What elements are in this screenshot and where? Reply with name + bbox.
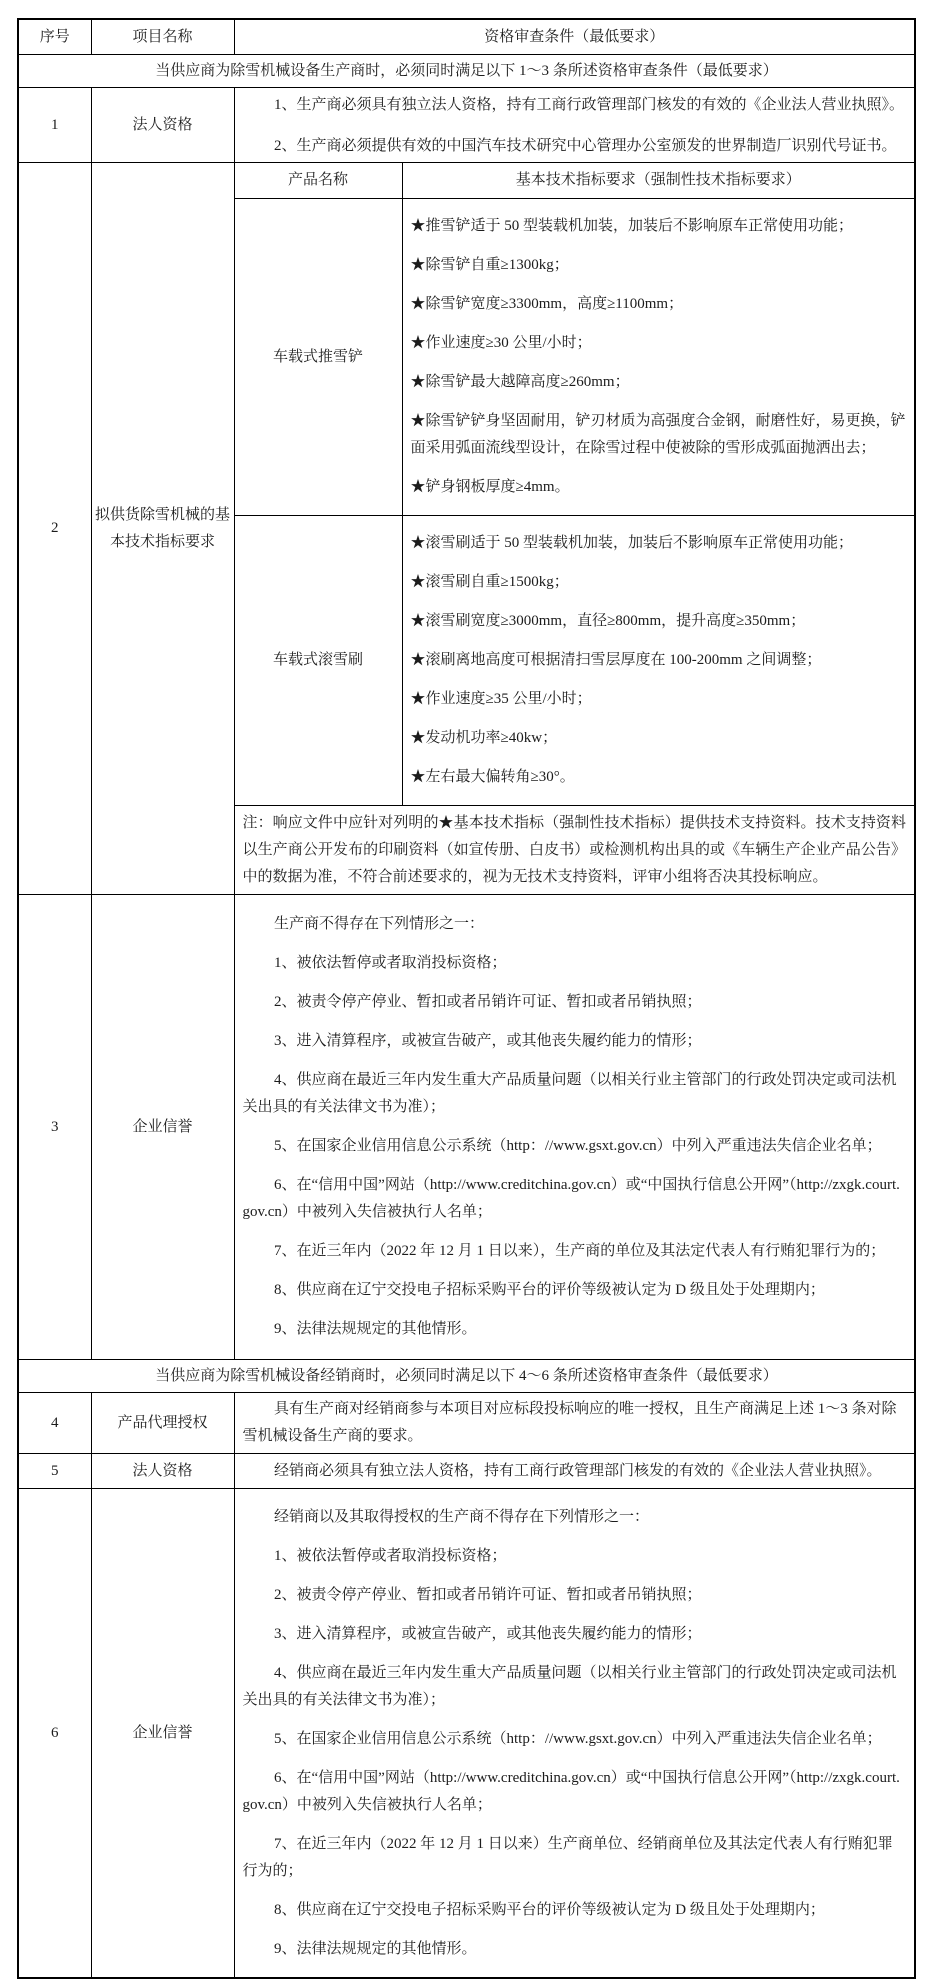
table-row <box>18 163 915 199</box>
row5-criteria-cell <box>234 1454 915 1489</box>
row2-serial: 2 <box>18 163 91 895</box>
row2-name: 拟供货除雪机械的基本技术指标要求 <box>91 163 234 895</box>
row6-serial: 6 <box>18 1489 91 1979</box>
list-item: 5、在国家企业信用信息公示系统（http：//www.gsxt.gov.cn）中列入严重违法失信企业名单； <box>274 1138 882 1154</box>
list-item: 8、供应商在辽宁交投电子招标采购平台的评价等级被认定为 D 级且处于处理期内； <box>274 1282 825 1298</box>
list-item: 8、供应商在辽宁交投电子招标采购平台的评价等级被认定为 D 级且处于处理期内； <box>274 1901 825 1918</box>
table-row <box>18 1454 915 1489</box>
spec-item: ★作业速度≥35 公里/小时； <box>410 691 592 707</box>
list-intro: 经销商以及其取得授权的生产商不得存在下列情形之一： <box>274 1508 650 1525</box>
row4-name: 产品代理授权 <box>91 1393 234 1454</box>
row4-serial: 4 <box>18 1393 91 1454</box>
table-header-row <box>18 19 915 55</box>
statement: 经销商必须具有独立法人资格，持有工商行政管理部门核发的有效的《企业法人营业执照》。 <box>274 1462 882 1479</box>
row6-criteria-cell <box>234 1489 915 1979</box>
list-item: 7、在近三年内（2022 年 12 月 1 日以来）生产商单位、经销商单位及其法定代表人有行贿犯罪行为的； <box>242 1835 893 1879</box>
spec-item: ★作业速度≥30 公里/小时； <box>410 335 592 351</box>
product-plow-name: 车载式推雪铲 <box>234 199 402 516</box>
dealer-banner-row <box>18 1360 915 1393</box>
list-item: 1、被依法暂停或者取消投标资格； <box>274 955 507 971</box>
header-serial: 序号 <box>18 19 91 55</box>
spec-item: ★铲身钢板厚度≥4mm。 <box>410 479 570 495</box>
list-item: 9、法律法规规定的其他情形。 <box>274 1940 477 1957</box>
spec-item: ★滚雪刷自重≥1500kg； <box>410 574 569 590</box>
list-item: 4、供应商在最近三年内发生重大产品质量问题（以相关行业主管部门的行政处罚决定或司法机关出具的有关法律文书为准）； <box>242 1072 897 1115</box>
legal-item: 2、生产商必须提供有效的中国汽车技术研究中心管理办公室颁发的世界制造厂识别代号证书。 <box>274 138 897 154</box>
list-item: 7、在近三年内（2022 年 12 月 1 日以来），生产商的单位及其法定代表人有行贿犯罪行为的； <box>274 1243 886 1259</box>
spec-item: ★发动机功率≥40kw； <box>410 730 558 746</box>
spec-item: ★推雪铲适于 50 型装载机加装，加装后不影响原车正常使用功能； <box>410 218 854 234</box>
row1-name: 法人资格 <box>91 88 234 163</box>
product-brush-name: 车载式滚雪刷 <box>234 516 402 806</box>
product-name-header: 产品名称 <box>234 163 402 199</box>
row3-criteria-cell <box>234 895 915 1360</box>
spec-item: ★除雪铲自重≥1300kg； <box>410 257 569 273</box>
row4-criteria-cell <box>234 1393 915 1454</box>
spec-item: ★滚刷离地高度可根据清扫雪层厚度在 100-200mm 之间调整； <box>410 652 822 668</box>
row5-name: 法人资格 <box>91 1454 234 1489</box>
list-intro: 生产商不得存在下列情形之一： <box>274 916 485 932</box>
list-item: 3、进入清算程序，或被宣告破产，或其他丧失履约能力的情形； <box>274 1033 702 1049</box>
spec-item: ★除雪铲宽度≥3300mm，高度≥1100mm； <box>410 296 684 312</box>
row3-name: 企业信誉 <box>91 895 234 1360</box>
table-row <box>18 895 915 1360</box>
spec-item: ★滚雪刷宽度≥3000mm，直径≥800mm，提升高度≥350mm； <box>410 613 806 629</box>
list-item: 4、供应商在最近三年内发生重大产品质量问题（以相关行业主管部门的行政处罚决定或司法机关出具的有关法律文书为准）； <box>242 1664 897 1708</box>
statement: 具有生产商对经销商参与本项目对应标段投标响应的唯一授权，且生产商满足上述 1～3 条对除雪机械设备生产商的要求。 <box>242 1401 897 1444</box>
list-item: 6、在“信用中国”网站（http://www.creditchina.gov.cn）或“中国执行信息公开网”（http://zxgk.court.gov.cn）中被列入失信被执行人名单； <box>242 1177 900 1220</box>
table-row <box>18 1489 915 1979</box>
technical-note: 注：响应文件中应针对列明的★基本技术指标（强制性技术指标）提供技术支持资料。技术支持资料以生产商公开发布的印刷资料（如宣传册、白皮书）或检测机构出具的或《车辆生产企业产品公告》中的数据为准，不符合前述要求的，视为无技术支持资料，评审小组将否决其投标响应。 <box>234 806 915 895</box>
legal-item: 1、生产商必须具有独立法人资格，持有工商行政管理部门核发的有效的《企业法人营业执照》。 <box>274 97 905 113</box>
spec-header: 基本技术指标要求（强制性技术指标要求） <box>402 163 915 199</box>
list-item: 3、进入清算程序，或被宣告破产，或其他丧失履约能力的情形； <box>274 1625 702 1642</box>
list-item: 5、在国家企业信用信息公示系统（http：//www.gsxt.gov.cn）中列入严重违法失信企业名单； <box>274 1730 882 1747</box>
spec-item: ★滚雪刷适于 50 型装载机加装，加装后不影响原车正常使用功能； <box>410 535 854 551</box>
spec-item: ★除雪铲最大越障高度≥260mm； <box>410 374 630 390</box>
list-item: 2、被责令停产停业、暂扣或者吊销许可证、暂扣或者吊销执照； <box>274 994 702 1010</box>
table-row <box>18 1393 915 1454</box>
list-item: 6、在“信用中国”网站（http://www.creditchina.gov.cn）或“中国执行信息公开网”（http://zxgk.court.gov.cn）中被列入失信被执行人名单； <box>242 1769 900 1813</box>
list-item: 2、被责令停产停业、暂扣或者吊销许可证、暂扣或者吊销执照； <box>274 1586 702 1603</box>
header-criteria: 资格审查条件（最低要求） <box>234 19 915 55</box>
brush-spec-cell <box>402 516 915 806</box>
producer-banner-row <box>18 55 915 88</box>
list-item: 1、被依法暂停或者取消投标资格； <box>274 1547 507 1564</box>
row3-serial: 3 <box>18 895 91 1360</box>
table-row <box>18 88 915 163</box>
row5-serial: 5 <box>18 1454 91 1489</box>
header-item-name: 项目名称 <box>91 19 234 55</box>
row1-serial: 1 <box>18 88 91 163</box>
row6-name: 企业信誉 <box>91 1489 234 1979</box>
row1-criteria-cell <box>234 88 915 163</box>
spec-item: ★左右最大偏转角≥30°。 <box>410 769 575 785</box>
plow-spec-cell <box>402 199 915 516</box>
list-item: 9、法律法规规定的其他情形。 <box>274 1321 477 1337</box>
qualification-review-table <box>17 18 916 1979</box>
producer-banner: 当供应商为除雪机械设备生产商时，必须同时满足以下 1～3 条所述资格审查条件（最低要求） <box>18 55 915 88</box>
spec-item: ★除雪铲铲身坚固耐用，铲刃材质为高强度合金钢，耐磨性好，易更换，铲面采用弧面流线型设计，在除雪过程中使被除的雪形成弧面抛洒出去； <box>410 413 906 456</box>
dealer-banner: 当供应商为除雪机械设备经销商时，必须同时满足以下 4～6 条所述资格审查条件（最低要求） <box>18 1360 915 1393</box>
